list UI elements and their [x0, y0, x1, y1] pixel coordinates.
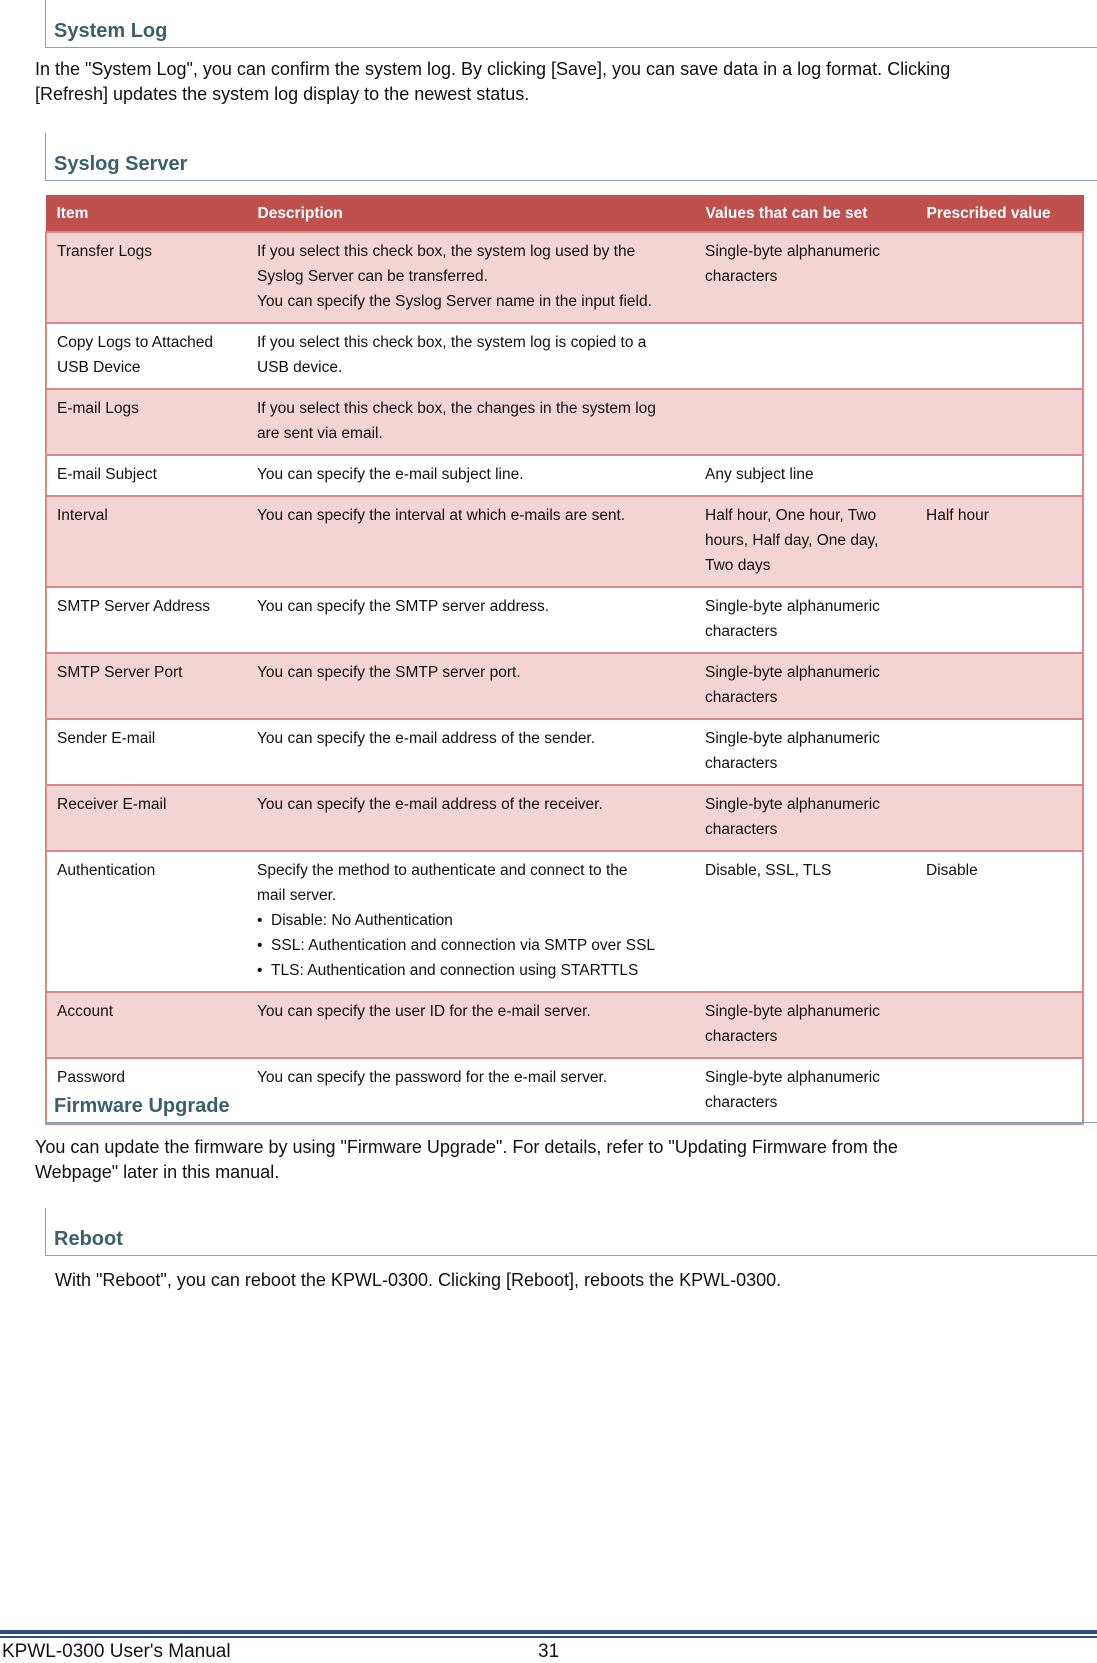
description-cell-line: You can specify the user ID for the e-mail server.	[257, 1003, 591, 1020]
item-cell	[46, 323, 247, 389]
table-header-row	[46, 196, 1083, 233]
values-cell-line: Single-byte alphanumeric	[705, 598, 880, 615]
description-cell	[247, 653, 695, 719]
header-item: Item	[46, 196, 247, 233]
bullet-dot-icon: •	[257, 962, 272, 979]
item-cell-line: Copy Logs to Attached	[57, 334, 213, 351]
values-cell-line: Single-byte alphanumeric	[705, 664, 880, 681]
table-row	[46, 653, 1083, 719]
values-cell	[695, 587, 916, 653]
table-row	[46, 851, 1083, 992]
values-cell	[695, 389, 916, 455]
description-cell-line: Specify the method to authenticate and connect to the	[257, 862, 628, 879]
values-cell-line: characters	[705, 755, 778, 772]
prescribed-cell	[916, 232, 1083, 323]
system-log-line-2: [Refresh] updates the system log display to the newest status.	[35, 84, 530, 104]
system-log-heading	[45, 0, 1097, 48]
item-cell-line: Account	[57, 1003, 114, 1020]
item-cell	[46, 992, 247, 1058]
description-bullet	[257, 908, 685, 933]
table-row	[46, 992, 1083, 1058]
item-cell-line: Transfer Logs	[57, 243, 153, 260]
description-cell-line: mail server.	[257, 887, 337, 904]
footer-rule-thin	[0, 1636, 1097, 1638]
table-row	[46, 232, 1083, 323]
firmware-upgrade-title: Firmware Upgrade	[54, 1095, 230, 1117]
item-cell	[46, 587, 247, 653]
values-cell-line: characters	[705, 1094, 778, 1111]
description-cell-line: You can specify the e-mail address of the sender.	[257, 730, 596, 747]
description-bullet	[257, 933, 685, 958]
header-values: Values that can be set	[695, 196, 916, 233]
values-cell-line: Any subject line	[705, 466, 814, 483]
description-cell-line: If you select this check box, the system log used by the	[257, 243, 636, 260]
prescribed-cell	[916, 992, 1083, 1058]
table-body	[46, 232, 1083, 1124]
item-cell	[46, 851, 247, 992]
item-cell-line: USB Device	[57, 359, 141, 376]
description-cell-line: You can specify the e-mail subject line.	[257, 466, 524, 483]
values-cell-line: characters	[705, 689, 778, 706]
values-cell-line: Single-byte alphanumeric	[705, 1003, 880, 1020]
values-cell-line: Single-byte alphanumeric	[705, 1069, 880, 1086]
description-cell	[247, 992, 695, 1058]
table-row	[46, 496, 1083, 587]
description-cell	[247, 496, 695, 587]
values-cell	[695, 232, 916, 323]
item-cell	[46, 785, 247, 851]
item-cell-line: SMTP Server Port	[57, 664, 183, 681]
description-cell-line: You can specify the e-mail address of the receiver.	[257, 796, 603, 813]
table-row	[46, 389, 1083, 455]
reboot-heading	[45, 1208, 1097, 1256]
item-cell-line: E-mail Subject	[57, 466, 157, 483]
values-cell-line: characters	[705, 623, 778, 640]
system-log-description	[35, 57, 1095, 107]
description-cell-line: USB device.	[257, 359, 343, 376]
values-cell	[695, 719, 916, 785]
header-description: Description	[247, 196, 695, 233]
item-cell-line: Sender E-mail	[57, 730, 156, 747]
description-cell	[247, 785, 695, 851]
table-row	[46, 719, 1083, 785]
item-cell-line: Interval	[57, 507, 108, 524]
description-cell	[247, 455, 695, 496]
item-cell	[46, 455, 247, 496]
description-cell	[247, 587, 695, 653]
item-cell-line: Receiver E-mail	[57, 796, 167, 813]
bullet-dot-icon: •	[257, 912, 272, 929]
item-cell	[46, 232, 247, 323]
reboot-description	[55, 1268, 1097, 1293]
item-cell-line: E-mail Logs	[57, 400, 139, 417]
description-cell-line: You can specify the SMTP server address.	[257, 598, 550, 615]
prescribed-cell: Disable	[916, 851, 1083, 992]
prescribed-cell	[916, 587, 1083, 653]
system-log-title: System Log	[54, 20, 168, 42]
syslog-server-title: Syslog Server	[54, 153, 188, 175]
item-cell-line: Authentication	[57, 862, 156, 879]
firmware-upgrade-heading	[45, 1075, 1097, 1123]
prescribed-cell	[916, 785, 1083, 851]
values-cell-line: Half hour, One hour, Two	[705, 507, 877, 524]
description-cell-line: Syslog Server can be transferred.	[257, 268, 488, 285]
prescribed-cell: Half hour	[916, 496, 1083, 587]
table-row	[46, 785, 1083, 851]
prescribed-cell	[916, 719, 1083, 785]
values-cell-line: Single-byte alphanumeric	[705, 796, 880, 813]
description-cell	[247, 323, 695, 389]
prescribed-cell	[916, 455, 1083, 496]
description-cell	[247, 389, 695, 455]
description-cell-line: If you select this check box, the changes in the system log	[257, 400, 656, 417]
description-cell-line: If you select this check box, the system log is copied to a	[257, 334, 647, 351]
values-cell-line: characters	[705, 268, 778, 285]
description-cell-line: are sent via email.	[257, 425, 383, 442]
bullet-text: SSL: Authentication and connection via SMTP over SSL	[271, 937, 656, 954]
footer-page-number: 31	[538, 1641, 560, 1662]
syslog-settings-table	[45, 195, 1084, 1125]
item-cell	[46, 389, 247, 455]
description-bullet	[257, 958, 685, 983]
values-cell	[695, 323, 916, 389]
values-cell	[695, 455, 916, 496]
firmware-upgrade-description	[35, 1135, 1095, 1185]
table-row	[46, 587, 1083, 653]
table-row	[46, 323, 1083, 389]
prescribed-cell	[916, 323, 1083, 389]
reboot-title: Reboot	[54, 1228, 123, 1250]
description-cell	[247, 851, 695, 992]
footer-rule-thick	[0, 1630, 1097, 1634]
bullet-text: Disable: No Authentication	[271, 912, 453, 929]
values-cell-line: Single-byte alphanumeric	[705, 730, 880, 747]
values-cell-line: Two days	[705, 557, 771, 574]
values-cell	[695, 851, 916, 992]
prescribed-cell	[916, 653, 1083, 719]
header-prescribed: Prescribed value	[916, 196, 1083, 233]
values-cell-line: hours, Half day, One day,	[705, 532, 879, 549]
description-cell-line: You can specify the Syslog Server name in the input field.	[257, 293, 652, 310]
values-cell	[695, 653, 916, 719]
system-log-line-1: In the "System Log", you can confirm the system log. By clicking [Save], you can save data in a log format. Clicking	[35, 59, 951, 79]
table-row	[46, 455, 1083, 496]
syslog-server-heading	[45, 133, 1097, 181]
firmware-upgrade-line-1: You can update the firmware by using "Firmware Upgrade". For details, refer to "Updating Firmware from the	[35, 1137, 898, 1157]
description-cell-line: You can specify the password for the e-mail server.	[257, 1069, 608, 1086]
item-cell-line: Password	[57, 1069, 126, 1086]
values-cell	[695, 496, 916, 587]
prescribed-cell	[916, 389, 1083, 455]
description-cell-line: You can specify the interval at which e-mails are sent.	[257, 507, 626, 524]
item-cell	[46, 719, 247, 785]
values-cell-line: Single-byte alphanumeric	[705, 243, 880, 260]
item-cell	[46, 653, 247, 719]
description-cell	[247, 719, 695, 785]
description-cell-line: You can specify the SMTP server port.	[257, 664, 521, 681]
reboot-text: With "Reboot", you can reboot the KPWL-0300. Clicking [Reboot], reboots the KPWL-0300.	[55, 1270, 782, 1290]
values-cell-line: characters	[705, 821, 778, 838]
footer-manual-title: KPWL-0300 User's Manual	[2, 1641, 231, 1662]
values-cell	[695, 785, 916, 851]
bullet-text: TLS: Authentication and connection using STARTTLS	[271, 962, 639, 979]
item-cell	[46, 496, 247, 587]
bullet-dot-icon: •	[257, 937, 272, 954]
values-cell-line: Disable, SSL, TLS	[705, 862, 832, 879]
item-cell-line: SMTP Server Address	[57, 598, 211, 615]
description-cell	[247, 232, 695, 323]
values-cell	[695, 992, 916, 1058]
values-cell-line: characters	[705, 1028, 778, 1045]
firmware-upgrade-line-2: Webpage" later in this manual.	[35, 1162, 280, 1182]
